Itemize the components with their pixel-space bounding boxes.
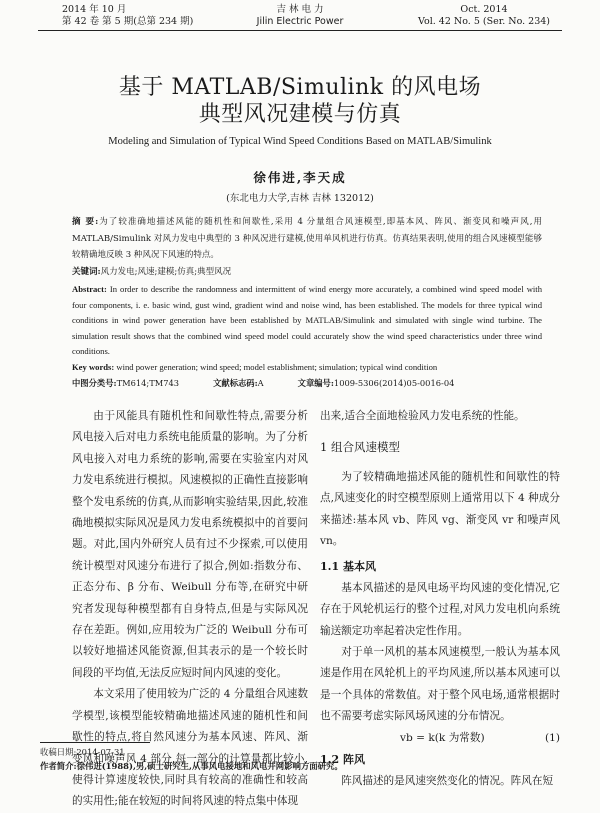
received-date: 收稿日期:2014-07-31 xyxy=(40,747,125,757)
journal-name-en: Jilin Electric Power xyxy=(256,16,344,27)
footnote-rule xyxy=(40,742,150,743)
body-column-right xyxy=(320,406,560,792)
abstract-en-text: In order to describe the randomness and intermittent of wind energy more accurately, a combined wind speed model with four components, i. e. basic wind, gust wind, gradient wind and noise wind, has been established. The models for three typical wind conditions in wind power generation have been established by MATLAB/Simulink and simulated with single wind turbine. The simulation result shows that the combined wind speed model could accurately show the wind speed characteristics under three wind conditions. xyxy=(72,284,542,356)
issue-volume: 第 42 卷 第 5 期(总第 234 期) xyxy=(62,16,194,27)
equation-number: (1) xyxy=(544,731,560,744)
body-paragraph: 由于风能具有随机性和间歇性特点,需要分析风电接入后对电力系统电能质量的影响。为了分析风电接入对电力系统的影响,需要在实验室内对风力发电系统进行模拟。风速模拟的正确性直接影响整个发电系统的仿真,从而影响实验结果,因此,较准确地模拟实际风况是风力发电系统模拟中的首要问题。对此,国内外研究人员有过不少探索,可以使用统计模型对风速分布进行了拟合,例如:指数分布、正态分布、β 分布、Weibull 分布等,在研究中研究者发现每种模型都有自身特点,但是与实际风况存在差距。例如,应用较为广泛的 Weibull 分布可以较好地描述风能资源,但其表示的是一个较长时间段的平均值,无法反应短时间内风速的变化。 xyxy=(72,410,308,679)
abstract-en xyxy=(72,282,542,375)
subsection-heading: 1.2 阵风 xyxy=(320,753,365,767)
section-heading: 1 组合风速模型 xyxy=(320,440,400,455)
doc-code-label: 文献标志码: xyxy=(213,378,258,388)
classification-line xyxy=(72,377,542,389)
paper-title-cn-line1: 基于 MATLAB/Simulink 的风电场 xyxy=(118,75,482,100)
clc-label: 中图分类号: xyxy=(72,378,117,388)
abstract-cn-label: 摘 要: xyxy=(72,217,99,227)
abstract-en-label: Abstract: xyxy=(72,284,107,294)
article-no-label: 文章编号: xyxy=(297,378,334,388)
issue-date: 2014 年 10 月 xyxy=(62,4,127,15)
footnote xyxy=(40,742,560,773)
author-bio: 作者简介:徐伟进(1988),男,硕士研究生,从事风电接地和风电并网影响方面研究。 xyxy=(40,761,343,771)
body-paragraph: 基本风描述的是风电场平均风速的变化情况,它存在于风轮机运行的整个过程,对风力发电机向系统输送额定功率起着决定性作用。 xyxy=(320,581,560,637)
header-rule xyxy=(38,30,562,31)
abstract-cn-text: 为了较准确地描述风能的随机性和间歇性,采用 4 分量组合风速模型,即基本风、阵风、渐变风和噪声风,用 MATLAB/Simulink 对风力发电中典型的 3 种风况进行建模,使用单风机进行仿真。仿真结果表明,使用的组合风速模型能够较精确地反映 3 种风况下风速的特点。 xyxy=(72,217,542,260)
abstract-cn xyxy=(72,214,542,280)
issue-volume-en: Vol. 42 No. 5 (Ser. No. 234) xyxy=(418,16,550,27)
keywords-cn-label: 关键词: xyxy=(72,266,101,277)
body-paragraph: 本文采用了使用较为广泛的 4 分量组合风速数学模型,该模型能较精确地描述风速的随机性和间歇性的特点,将自然风速分为基本风速、阵风、渐变风和噪声风 4 部分,每一部分的计算量都比较小,使得计算速度较快,同时具有较高的准确性和较高的实用性;能在较短的时间将风速的特点集中体现 xyxy=(72,688,308,808)
keywords-en-text: wind power generation; wind speed; model establishment; simulation; typical wind condition xyxy=(116,361,438,372)
journal-issue-info-en xyxy=(418,4,550,28)
journal-name-cn: 吉 林 电 力 xyxy=(276,4,324,15)
body-paragraph: 为了较精确地描述风能的随机性和间歇性的特点,风速变化的时空模型原则上通常用以下 4 种成分来描述:基本风 vb、阵风 vg、渐变风 vr 和噪声风 vn。 xyxy=(320,470,560,548)
doc-code-value: A xyxy=(257,378,264,388)
authors: 徐伟进,李天成 xyxy=(253,170,347,185)
affiliation: (东北电力大学,吉林 吉林 132012) xyxy=(226,193,374,204)
paper-title-cn xyxy=(0,74,600,128)
body-paragraph: 阵风描述的是风速突然变化的情况。阵风在短 xyxy=(341,774,554,787)
keywords-en-label: Key words: xyxy=(72,361,115,372)
article-no-value: 1009-5306(2014)05-0016-04 xyxy=(333,378,455,388)
equation-text: vb = k(k 为常数) xyxy=(400,731,485,744)
keywords-cn-text: 风力发电;风速;建模;仿真;典型风况 xyxy=(100,266,232,277)
subsection-heading: 1.1 基本风 xyxy=(320,560,376,574)
clc-value: TM614;TM743 xyxy=(116,378,180,388)
issue-date-en: Oct. 2014 xyxy=(460,4,508,15)
paper-title-en: Modeling and Simulation of Typical Wind Speed Conditions Based on MATLAB/Simulink xyxy=(108,136,492,147)
body-paragraph: 对于单一风机的基本风速模型,一般认为基本风速是作用在风轮机上的平均风速,所以基本风速可以是一个具体的常数值。对于整个风电场,通常根据时也不需要考虑实际风场风速的分布情况。 xyxy=(320,646,560,723)
body-paragraph: 出来,适合全面地检验风力发电系统的性能。 xyxy=(320,410,525,422)
paper-title-cn-line2: 典型风况建模与仿真 xyxy=(198,102,402,127)
